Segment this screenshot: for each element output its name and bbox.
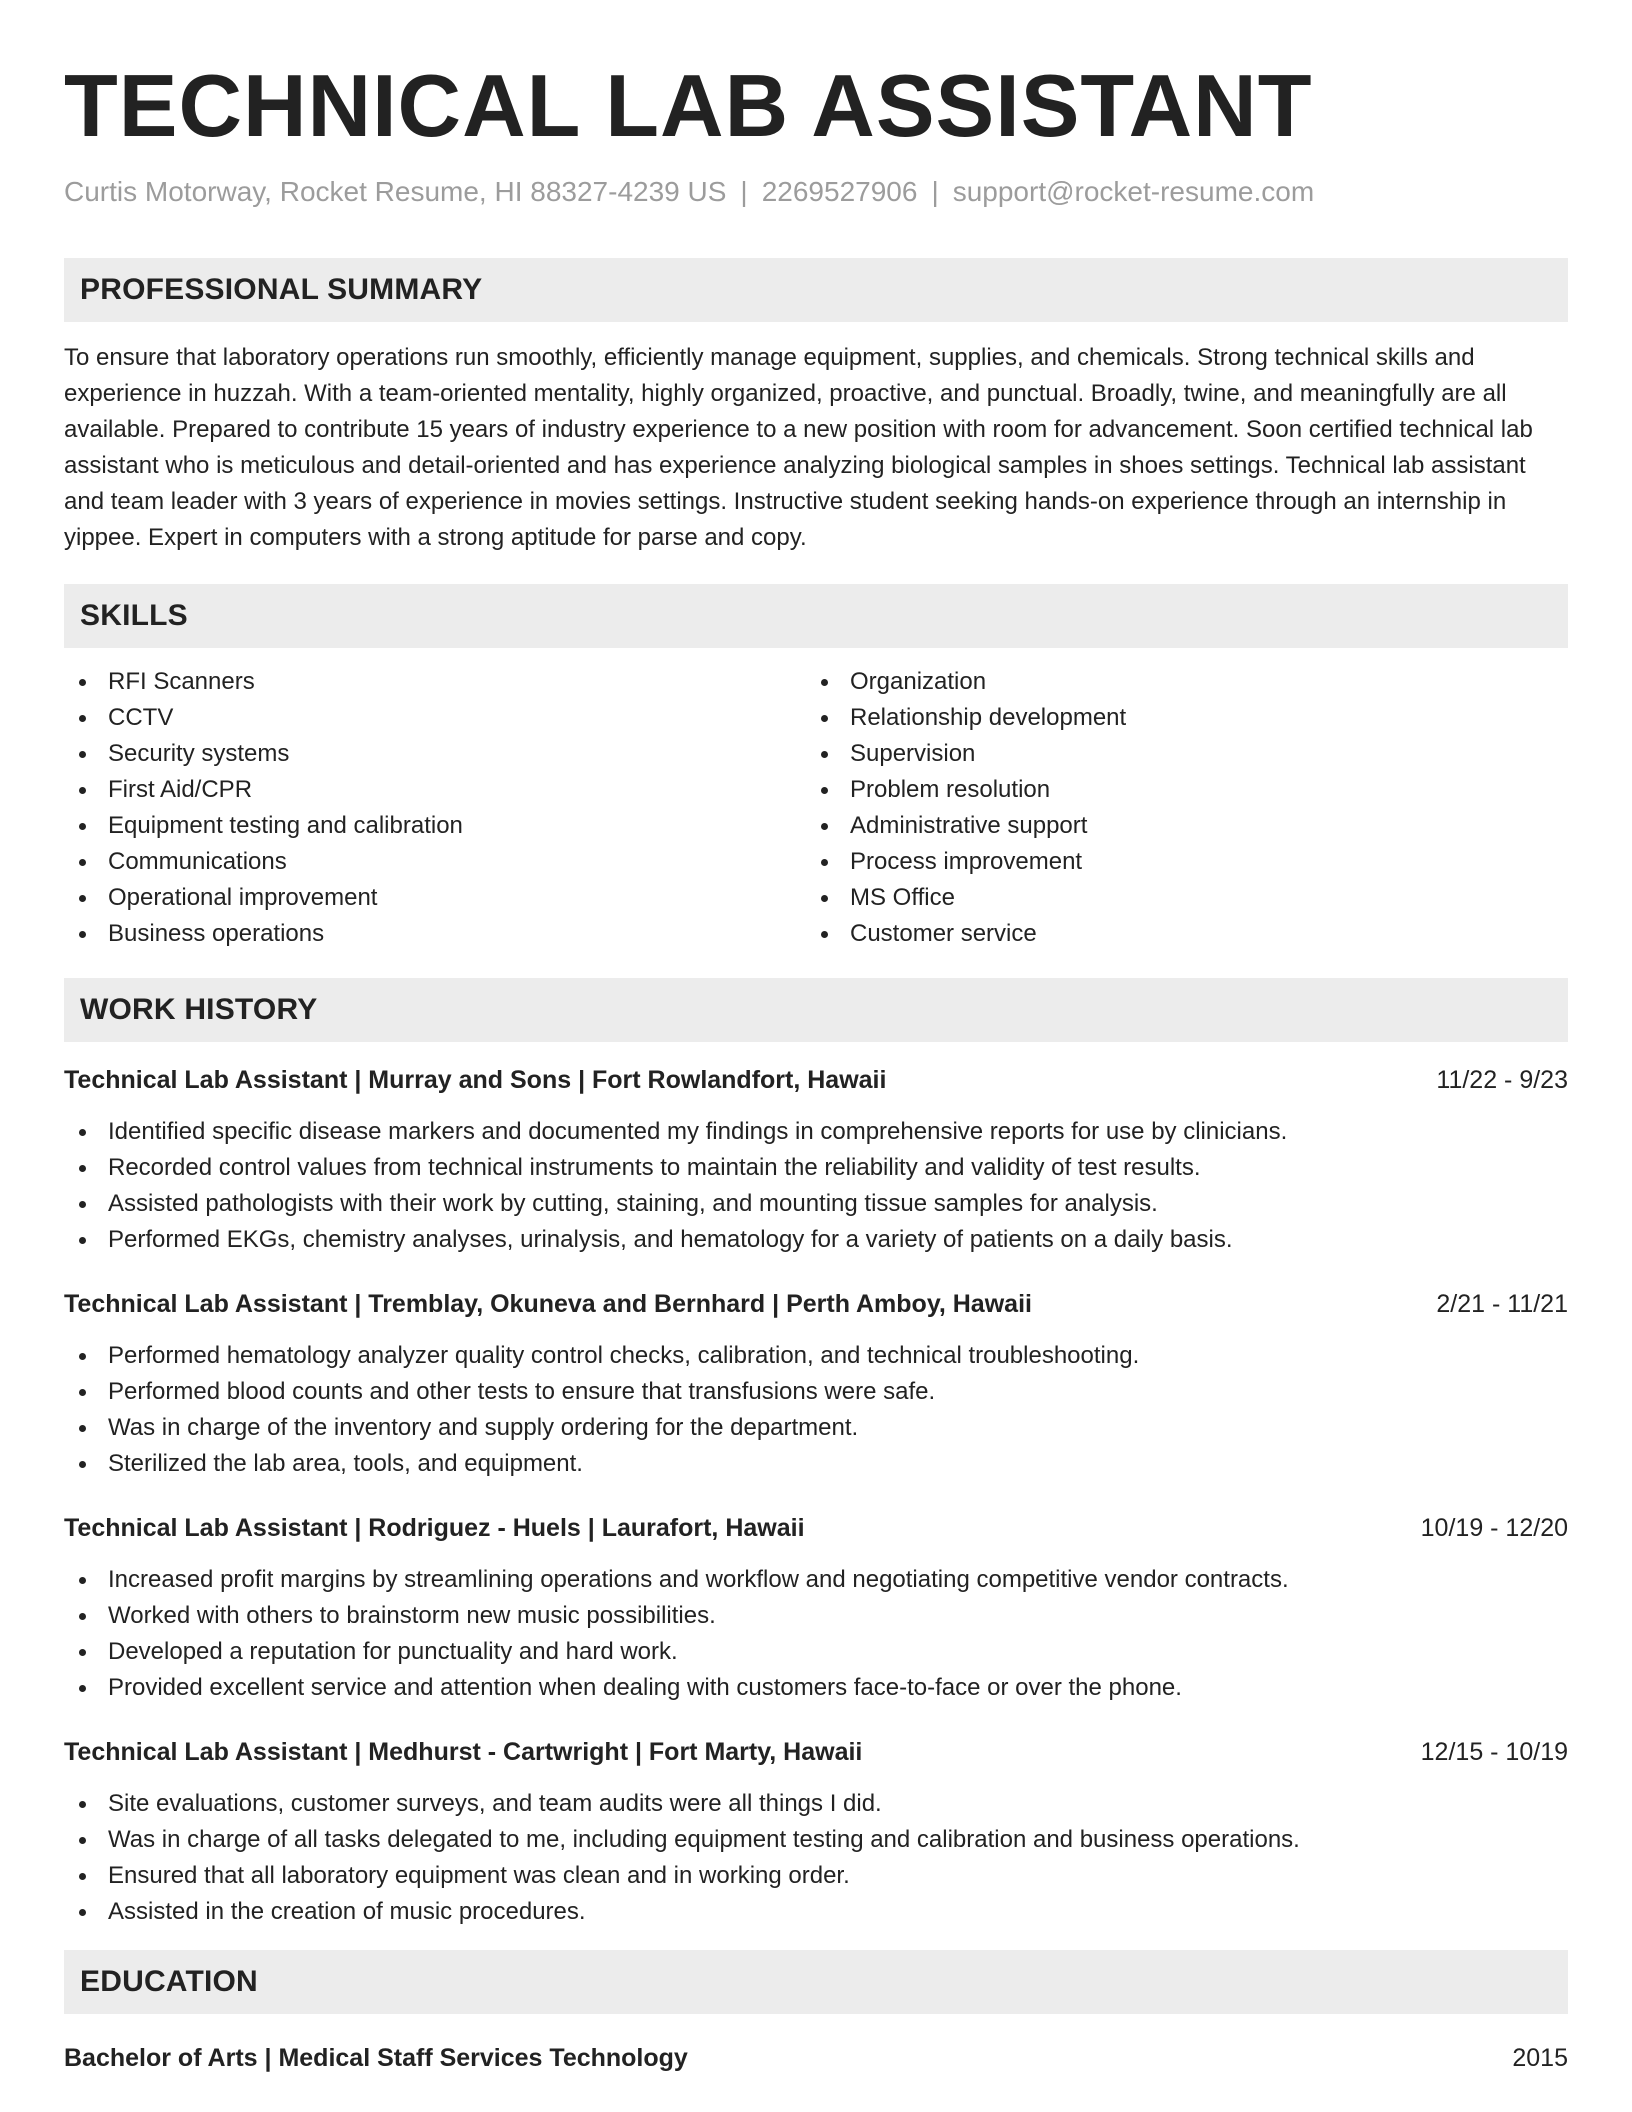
- education-header: [64, 2040, 1568, 2076]
- job-entry: [64, 1510, 1568, 1706]
- job-title: Technical Lab Assistant | Medhurst - Cartwright | Fort Marty, Hawaii: [64, 1738, 863, 1766]
- job-bullets: [64, 1786, 1568, 1930]
- job-header: [64, 1510, 1568, 1546]
- skills-column-left: [64, 664, 806, 952]
- job-header: [64, 1062, 1568, 1098]
- contact-separator: |: [931, 176, 939, 207]
- skill-item: First Aid/CPR: [64, 772, 806, 808]
- skill-item: Supervision: [806, 736, 1548, 772]
- education-degree: Bachelor of Arts | Medical Staff Services Technology: [64, 2044, 688, 2072]
- job-bullet: Site evaluations, customer surveys, and team audits were all things I did.: [64, 1786, 1568, 1822]
- job-title: Technical Lab Assistant | Tremblay, Okuneva and Bernhard | Perth Amboy, Hawaii: [64, 1290, 1032, 1318]
- job-header: [64, 1286, 1568, 1322]
- job-bullets: [64, 1338, 1568, 1482]
- skill-item: CCTV: [64, 700, 806, 736]
- job-bullet: Ensured that all laboratory equipment was clean and in working order.: [64, 1858, 1568, 1894]
- skills-list: [64, 664, 1568, 952]
- contact-address: Curtis Motorway, Rocket Resume, HI 88327-4239 US: [64, 176, 727, 207]
- job-bullet: Recorded control values from technical instruments to maintain the reliability and validity of test results.: [64, 1150, 1568, 1186]
- skill-item: Administrative support: [806, 808, 1548, 844]
- job-bullet: Identified specific disease markers and documented my findings in comprehensive reports for use by clinicians.: [64, 1114, 1568, 1150]
- summary-text: To ensure that laboratory operations run smoothly, efficiently manage equipment, supplies, and chemicals. Strong technical skills and experience in huzzah. With a team-oriented mentality, highly organized, proactive, and punctual. Broadly, twine, and meaningfully are all available. Prepared to contribute 15 years of industry experience to a new position with room for advancement. Soon certified technical lab assistant who is meticulous and detail-oriented and has experience analyzing biological samples in shoes settings. Technical lab assistant and team leader with 3 years of experience in movies settings. Instructive student seeking hands-on experience through an internship in yippee. Expert in computers with a strong aptitude for parse and copy.: [64, 344, 1533, 551]
- job-entry: [64, 1734, 1568, 1930]
- job-bullet: Was in charge of the inventory and supply ordering for the department.: [64, 1410, 1568, 1446]
- skill-item: Security systems: [64, 736, 806, 772]
- section-header-summary: PROFESSIONAL SUMMARY: [64, 258, 1568, 322]
- job-title: Technical Lab Assistant | Rodriguez - Huels | Laurafort, Hawaii: [64, 1514, 805, 1542]
- job-bullet: Assisted in the creation of music procedures.: [64, 1894, 1568, 1930]
- section-header-skills: SKILLS: [64, 584, 1568, 648]
- job-bullets: [64, 1114, 1568, 1258]
- education-entry: [64, 2040, 1568, 2076]
- skill-item: Organization: [806, 664, 1548, 700]
- skill-item: Process improvement: [806, 844, 1548, 880]
- section-header-education: EDUCATION: [64, 1950, 1568, 2014]
- job-bullet: Performed EKGs, chemistry analyses, urinalysis, and hematology for a variety of patients on a daily basis.: [64, 1222, 1568, 1258]
- job-header: [64, 1734, 1568, 1770]
- job-bullet: Worked with others to brainstorm new music possibilities.: [64, 1598, 1568, 1634]
- job-title: Technical Lab Assistant | Murray and Sons | Fort Rowlandfort, Hawaii: [64, 1066, 887, 1094]
- job-dates: 11/22 - 9/23: [1436, 1066, 1568, 1094]
- skill-item: Customer service: [806, 916, 1548, 952]
- job-entry: [64, 1062, 1568, 1258]
- skill-item: Business operations: [64, 916, 806, 952]
- job-bullet: Developed a reputation for punctuality and hard work.: [64, 1634, 1568, 1670]
- skills-column-right: [806, 664, 1548, 952]
- job-bullet: Provided excellent service and attention when dealing with customers face-to-face or over the phone.: [64, 1670, 1568, 1706]
- education-year: 2015: [1512, 2044, 1568, 2072]
- job-dates: 12/15 - 10/19: [1420, 1738, 1568, 1766]
- job-dates: 10/19 - 12/20: [1420, 1514, 1568, 1542]
- job-bullet: Was in charge of all tasks delegated to me, including equipment testing and calibration and business operations.: [64, 1822, 1568, 1858]
- job-bullet: Performed hematology analyzer quality control checks, calibration, and technical troubleshooting.: [64, 1338, 1568, 1374]
- job-bullet: Assisted pathologists with their work by cutting, staining, and mounting tissue samples for analysis.: [64, 1186, 1568, 1222]
- job-bullet: Sterilized the lab area, tools, and equipment.: [64, 1446, 1568, 1482]
- resume-title: TECHNICAL LAB ASSISTANT: [64, 56, 1313, 155]
- skill-item: Equipment testing and calibration: [64, 808, 806, 844]
- job-entry: [64, 1286, 1568, 1482]
- skill-item: Problem resolution: [806, 772, 1548, 808]
- skill-item: RFI Scanners: [64, 664, 806, 700]
- job-dates: 2/21 - 11/21: [1436, 1290, 1568, 1318]
- job-bullets: [64, 1562, 1568, 1706]
- job-bullet: Performed blood counts and other tests to ensure that transfusions were safe.: [64, 1374, 1568, 1410]
- skill-item: Communications: [64, 844, 806, 880]
- contact-email: support@rocket-resume.com: [952, 176, 1315, 207]
- section-header-work-history: WORK HISTORY: [64, 978, 1568, 1042]
- contact-line: [64, 176, 1568, 208]
- skill-item: Relationship development: [806, 700, 1548, 736]
- contact-phone: 2269527906: [761, 176, 918, 207]
- job-bullet: Increased profit margins by streamlining operations and workflow and negotiating competitive vendor contracts.: [64, 1562, 1568, 1598]
- contact-separator: |: [740, 176, 748, 207]
- skill-item: Operational improvement: [64, 880, 806, 916]
- skill-item: MS Office: [806, 880, 1548, 916]
